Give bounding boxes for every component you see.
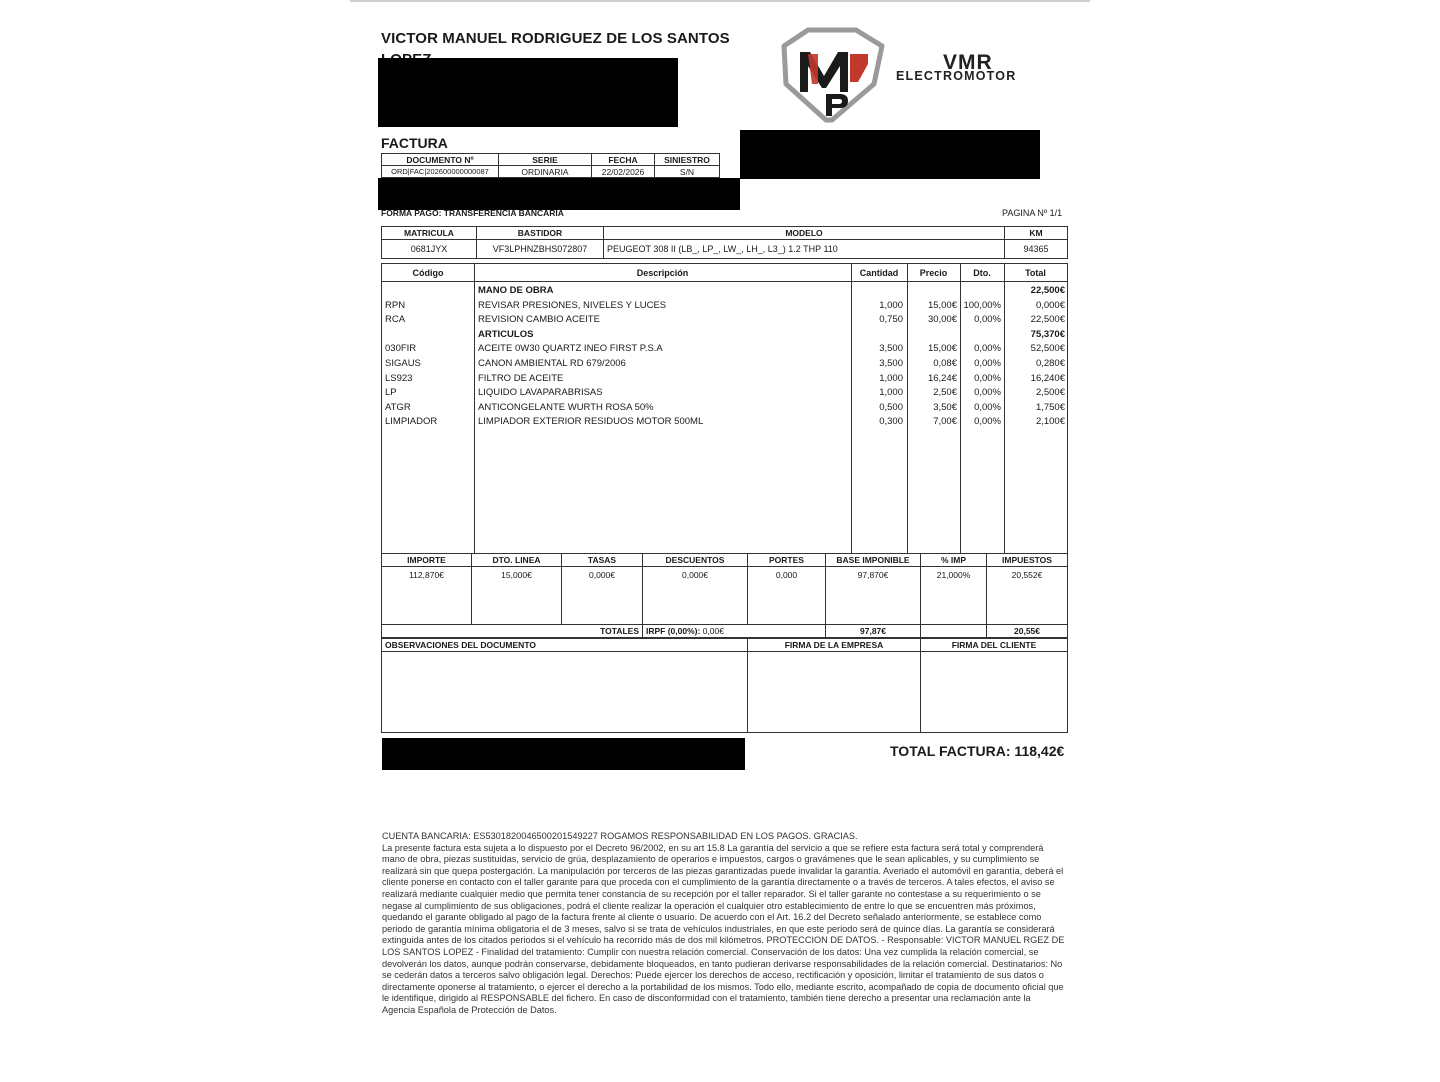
- totals-base: 97,870€: [826, 567, 921, 625]
- cell-desc: LIMPIADOR EXTERIOR RESIDUOS MOTOR 500ML: [478, 416, 704, 428]
- cell-price: 16,24€: [927, 372, 957, 384]
- line-items-header: [382, 264, 1067, 282]
- totals-impuestos: 20,552€: [987, 567, 1068, 625]
- totals-header-dto-linea: DTO. LINEA: [472, 554, 562, 567]
- cell-qty: 3,500: [879, 358, 903, 369]
- company-signature-label: FIRMA DE LA EMPRESA: [748, 639, 921, 652]
- cell-price: 15,00€: [927, 343, 957, 355]
- section-row: [382, 284, 1067, 298]
- irpf-value: 0,00€: [702, 626, 724, 636]
- totals-tasas: 0,000€: [562, 567, 643, 625]
- col-header-cantidad: Cantidad: [859, 268, 899, 278]
- base-total: 97,87€: [826, 625, 921, 638]
- cell-total: 75,370€: [1030, 328, 1065, 340]
- cell-desc: REVISION CAMBIO ACEITE: [478, 314, 600, 326]
- brand-name: VMR: [943, 51, 993, 74]
- page-number: PAGINA Nº 1/1: [1002, 208, 1063, 218]
- document-title: FACTURA: [381, 135, 448, 151]
- cell-desc: ACEITE 0W30 QUARTZ INEO FIRST P.S.A: [478, 343, 663, 355]
- vehicle-matricula: 0681JYX: [382, 240, 477, 259]
- company-signature-box: [748, 652, 921, 733]
- tax-total: 20,55€: [987, 625, 1068, 638]
- cell-dto: 0,00%: [974, 401, 1001, 413]
- redacted-block: [378, 178, 740, 210]
- col-header-precio: Precio: [919, 268, 948, 278]
- totals-header-pct-imp: % IMP: [921, 554, 987, 567]
- table-row: [382, 342, 1067, 356]
- totals-pct-imp: 21,000%: [921, 567, 987, 625]
- cell-desc: REVISAR PRESIONES, NIVELES Y LUCES: [478, 299, 667, 311]
- cell-dto: 0,00%: [974, 314, 1001, 326]
- grand-total: TOTAL FACTURA: 118,42€: [890, 743, 1065, 759]
- redacted-block: [378, 58, 678, 127]
- legal-text: La presente factura esta sujeta a lo dispuesto por el Decreto 96/2002, en su art 15.8 La garantía del servicio a que se refiere esta factura será total y comprenderá mano de obra, piezas sustituidas, servicio de grúa, desplazamiento de operarios e impuestos, cargos o gravámenes que le sean aplicables, y su cumplimiento se realizará sin que quepa postergación. La manipulación por terceros de las piezas garantizadas puede invalidar la garantía. Averiado el automóvil en garantía, deberá el cliente ponerse en contacto con el taller garante para que proceda con el cumplimiento de la garantía directamente o a través de terceros. A tales efectos, el aviso se realizará mediante cualquier medio que permita tener constancia de su recepción por el taller reparador. Si el taller garante no contestase a su requerimiento o se negase al cumplimiento de sus obligaciones, podrá el cliente realizar la operación el cualquier otro establecimiento de entre lo que se encuentren más próximos, quedando el garante obligado al pago de la factura frente al cliente o usuario. De acuerdo con el Art. 16.2 del Decreto señalado anteriormente, se establece como periodo de garantía mínima obligatoria el de 3 meses, salvo si se trata de vehículos industriales, en que este periodo será de quince días. La garantía se considerará extinguida antes de los citados periodos si el vehículo ha recorrido más de dos mil kilómetros. PROTECCION DE DATOS. - Responsable: VICTOR MANUEL RGEZ DE LOS SANTOS LOPEZ - Finalidad del tratamiento: Cumplir con nuestra relación comercial. Conservación de los datos: Una vez cumplida la relación comercial, se devolverán los datos, aunque podrán conservarse, debidamente bloqueados, en tanto pudieran derivarse responsabilidades de la relación comercial. Destinatarios: No se cederán datos a terceros salvo obligación legal. Derechos: Puede ejercer los derechos de acceso, rectificación y oposición, limitar el tratamiento de sus datos o directamente oponerse al tratamiento, o ejercer el derecho a la portabilidad de los mismos. Todo ello, mediante escrito, acompañado de copia de documento oficial que le identifique, dirigido al RESPONSABLE del fichero. En caso de disconformidad con el tratamiento, también tiene derecho a presentar una reclamación ante la Agencia Española de Protección de Datos.: [382, 842, 1065, 1015]
- redacted-block: [382, 738, 745, 770]
- cell-dto: 0,00%: [974, 387, 1001, 399]
- meta-value-serie: ORDINARIA: [499, 166, 592, 178]
- cell-total: 0,280€: [1035, 358, 1065, 369]
- vehicle-header-modelo: MODELO: [604, 227, 1005, 240]
- meta-value-fecha: 22/02/2026: [592, 166, 655, 178]
- meta-value-doc: ORD|FAC|202600000000087: [382, 166, 499, 178]
- cell-desc: ARTICULOS: [478, 328, 534, 340]
- cell-price: 0,08€: [933, 358, 957, 369]
- document-meta-table: [381, 153, 720, 178]
- meta-header-doc: DOCUMENTO Nº: [382, 154, 499, 166]
- cell-desc: FILTRO DE ACEITE: [478, 372, 564, 384]
- cell-total: 1,750€: [1035, 401, 1065, 413]
- table-row: [382, 313, 1067, 327]
- redacted-block: [740, 130, 1040, 179]
- vehicle-header-matricula: MATRICULA: [382, 227, 477, 240]
- cell-code: 030FIR: [385, 343, 417, 355]
- cell-price: 3,50€: [933, 401, 957, 413]
- cell-dto: 0,00%: [974, 358, 1001, 369]
- cell-qty: 0,300: [879, 416, 903, 428]
- cell-total: 16,240€: [1030, 372, 1065, 384]
- table-row: [382, 299, 1067, 313]
- cell-qty: 1,000: [879, 372, 903, 384]
- vmr-logo-icon: [778, 24, 888, 124]
- totals-header-tasas: TASAS: [562, 554, 643, 567]
- cell-total: 0,000€: [1035, 299, 1065, 311]
- col-header-descripcion: Descripción: [636, 268, 689, 278]
- irpf-cell: [643, 625, 826, 638]
- totals-header-descuentos: DESCUENTOS: [643, 554, 748, 567]
- brand-logo: [778, 24, 1068, 124]
- vehicle-table: [381, 226, 1068, 259]
- cell-desc: CANON AMBIENTAL RD 679/2006: [478, 358, 626, 369]
- cell-code: LS923: [385, 372, 413, 384]
- col-header-dto: Dto.: [973, 268, 991, 278]
- cell-total: 2,100€: [1035, 416, 1065, 428]
- cell-code: ATGR: [385, 401, 411, 413]
- vehicle-km: 94365: [1005, 240, 1068, 259]
- cell-desc: LIQUIDO LAVAPARABRISAS: [478, 387, 603, 399]
- invoice-page: [350, 0, 1090, 1082]
- cell-total: 52,500€: [1030, 343, 1065, 355]
- payment-method: FORMA PAGO: TRANSFERENCIA BANCARIA: [381, 208, 564, 218]
- cell-dto: 0,00%: [974, 416, 1001, 428]
- brand-subtitle: ELECTROMOTOR: [896, 69, 1017, 83]
- cell-total: 22,500€: [1030, 314, 1065, 326]
- cell-qty: 1,000: [879, 387, 903, 399]
- cell-code: LP: [385, 387, 397, 399]
- meta-header-siniestro: SINIESTRO: [655, 154, 720, 166]
- client-signature-box: [921, 652, 1068, 733]
- cell-desc: ANTICONGELANTE WURTH ROSA 50%: [478, 401, 654, 413]
- cell-code: LIMPIADOR: [385, 416, 438, 428]
- cell-price: 30,00€: [927, 314, 957, 326]
- table-row: [382, 415, 1067, 429]
- vehicle-header-bastidor: BASTIDOR: [477, 227, 604, 240]
- irpf-label: IRPF (0,00%):: [646, 626, 701, 636]
- totals-portes: 0,000: [748, 567, 826, 625]
- cell-code: RCA: [385, 314, 406, 326]
- cell-total: 22,500€: [1030, 285, 1065, 296]
- observations-label: OBSERVACIONES DEL DOCUMENTO: [382, 639, 748, 652]
- totals-importe: 112,870€: [382, 567, 472, 625]
- meta-header-serie: SERIE: [499, 154, 592, 166]
- line-items-table: [381, 263, 1068, 554]
- company-name: VICTOR MANUEL RODRIGUEZ DE LOS SANTOS: [381, 30, 730, 47]
- totals-header-importe: IMPORTE: [382, 554, 472, 567]
- totals-header-base: BASE IMPONIBLE: [826, 554, 921, 567]
- client-signature-label: FIRMA DEL CLIENTE: [921, 639, 1068, 652]
- cell-qty: 0,750: [879, 314, 903, 326]
- totals-header-impuestos: IMPUESTOS: [987, 554, 1068, 567]
- vehicle-bastidor: VF3LPHNZBHS072807: [477, 240, 604, 259]
- cell-code: RPN: [385, 299, 406, 311]
- section-row: [382, 328, 1067, 342]
- cell-price: 15,00€: [927, 299, 957, 311]
- meta-value-siniestro: S/N: [655, 166, 720, 178]
- cell-price: 7,00€: [933, 416, 957, 428]
- table-row: [382, 386, 1067, 400]
- cell-dto: 0,00%: [974, 343, 1001, 355]
- totals-header-portes: PORTES: [748, 554, 826, 567]
- cell-code: SIGAUS: [385, 358, 421, 369]
- table-row: [382, 372, 1067, 386]
- cell-dto: 0,00%: [974, 372, 1001, 384]
- col-header-codigo: Código: [412, 268, 444, 278]
- totals-table: [381, 553, 1068, 638]
- cell-total: 2,500€: [1035, 387, 1065, 399]
- cell-desc: MANO DE OBRA: [478, 285, 554, 296]
- cell-dto: 100,00%: [963, 299, 1001, 311]
- table-row: [382, 357, 1067, 371]
- cell-qty: 3,500: [879, 343, 903, 355]
- vehicle-modelo: PEUGEOT 308 II (LB_, LP_, LW_, LH_, L3_) 1.2 THP 110: [604, 240, 1005, 259]
- observations-box: [382, 652, 748, 733]
- signatures-table: [381, 638, 1068, 733]
- cell-price: 2,50€: [933, 387, 957, 399]
- table-row: [382, 401, 1067, 415]
- cell-qty: 0,500: [879, 401, 903, 413]
- bank-account: CUENTA BANCARIA: ES5301820046500201549227 ROGAMOS RESPONSABILIDAD EN LOS PAGOS. GRACIAS.: [382, 831, 858, 841]
- col-header-total: Total: [1025, 268, 1046, 278]
- totals-dto-linea: 15,000€: [472, 567, 562, 625]
- meta-header-fecha: FECHA: [592, 154, 655, 166]
- vehicle-header-km: KM: [1005, 227, 1068, 240]
- cell-qty: 1,000: [879, 299, 903, 311]
- totales-label: TOTALES: [382, 625, 643, 638]
- totals-descuentos: 0,000€: [643, 567, 748, 625]
- footer-legal: [382, 831, 1065, 1017]
